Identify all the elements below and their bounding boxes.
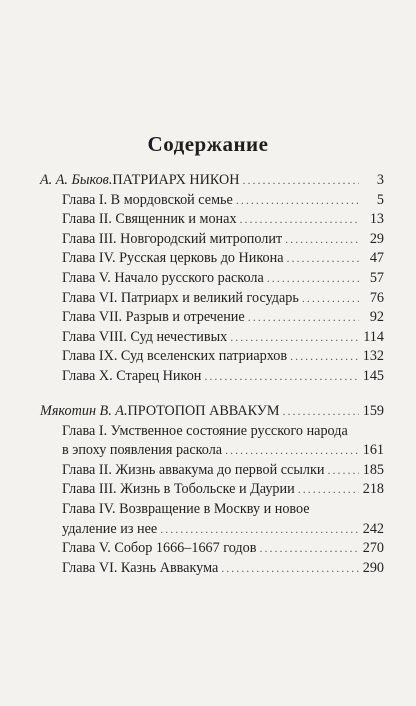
dot-leader bbox=[259, 539, 359, 559]
dot-leader bbox=[248, 308, 359, 328]
toc-entry bbox=[40, 539, 384, 559]
dot-leader bbox=[240, 210, 359, 230]
page-number: 218 bbox=[362, 481, 384, 498]
dot-leader bbox=[290, 347, 359, 367]
dot-leader bbox=[282, 402, 359, 422]
toc-entry bbox=[40, 520, 384, 540]
part-heading: ПАТРИАРХ НИКОН bbox=[112, 172, 240, 188]
chapter-label: Глава III. Новгородский митрополит bbox=[62, 230, 283, 247]
chapter-label: Глава VII. Разрыв и отречение bbox=[62, 309, 245, 326]
page-number: 92 bbox=[369, 309, 384, 326]
page-number: 185 bbox=[362, 461, 384, 478]
toc-entry bbox=[40, 461, 384, 481]
page-number: 290 bbox=[362, 559, 384, 576]
toc-part-2 bbox=[40, 402, 384, 578]
dot-leader bbox=[160, 520, 359, 540]
chapter-label: Глава III. Жизнь в Тобольске и Даурии bbox=[62, 481, 295, 498]
page-number: 5 bbox=[376, 191, 384, 208]
page-number: 76 bbox=[369, 289, 384, 306]
toc-entry bbox=[40, 347, 384, 367]
chapter-label-line: удаление из нее bbox=[62, 520, 158, 537]
toc-entry bbox=[40, 480, 384, 500]
chapter-label-line: Глава I. Умственное состояние русского народа bbox=[62, 422, 348, 439]
page-number: 159 bbox=[362, 403, 384, 419]
chapter-label: Глава V. Собор 1666–1667 годов bbox=[62, 540, 257, 557]
toc-entry bbox=[40, 269, 384, 289]
page-number: 3 bbox=[376, 172, 384, 188]
toc-entry-part-1-heading bbox=[40, 171, 384, 191]
dot-leader bbox=[225, 441, 359, 461]
toc-entry bbox=[40, 328, 384, 348]
dot-leader bbox=[327, 461, 359, 481]
page-number: 132 bbox=[362, 348, 384, 365]
page-number: 57 bbox=[369, 269, 384, 286]
author-name: Мякотин В. А. bbox=[40, 403, 128, 419]
chapter-label: Глава IX. Суд вселенских патриархов bbox=[62, 348, 288, 365]
dot-leader bbox=[204, 367, 359, 387]
toc-entry bbox=[40, 230, 384, 250]
toc-entry bbox=[40, 191, 384, 211]
page-number: 161 bbox=[362, 442, 384, 459]
toc-entry bbox=[40, 249, 384, 269]
page-number: 114 bbox=[363, 328, 384, 345]
chapter-label: Глава I. В мордовской семье bbox=[62, 191, 233, 208]
chapter-label-line: Глава IV. Возвращение в Москву и новое bbox=[62, 500, 310, 517]
dot-leader bbox=[267, 269, 359, 289]
dot-leader bbox=[242, 171, 359, 191]
dot-leader bbox=[285, 230, 359, 250]
page-number: 29 bbox=[369, 230, 384, 247]
toc-entry bbox=[40, 559, 384, 579]
dot-leader bbox=[287, 249, 359, 269]
dot-leader bbox=[236, 191, 359, 211]
chapter-label: Глава VI. Казнь Аввакума bbox=[62, 559, 219, 576]
chapter-label: Глава X. Старец Никон bbox=[62, 367, 202, 384]
dot-leader bbox=[298, 480, 359, 500]
chapter-label: Глава IV. Русская церковь до Никона bbox=[62, 250, 284, 267]
part-heading: ПРОТОПОП АВВАКУМ bbox=[127, 403, 280, 419]
page-number: 47 bbox=[369, 250, 384, 267]
toc-entry bbox=[40, 441, 384, 461]
chapter-label: Глава VI. Патриарх и великий государь bbox=[62, 289, 299, 306]
dot-leader bbox=[302, 289, 359, 309]
chapter-label: Глава II. Жизнь аввакума до первой ссылки bbox=[62, 461, 325, 478]
toc-entry bbox=[40, 289, 384, 309]
page-number: 145 bbox=[362, 367, 384, 384]
chapter-list bbox=[40, 191, 384, 387]
author-name: А. А. Быков. bbox=[40, 172, 113, 188]
toc-entry bbox=[40, 308, 384, 328]
chapter-label: Глава VIII. Суд нечестивых bbox=[62, 328, 228, 345]
dot-leader bbox=[221, 559, 359, 579]
toc-entry bbox=[40, 367, 384, 387]
page-title: Содержание bbox=[147, 132, 269, 156]
toc-entry-part-2-heading bbox=[40, 402, 384, 422]
chapter-label-line: в эпоху появления раскола bbox=[62, 442, 223, 459]
chapter-label: Глава V. Начало русского раскола bbox=[62, 269, 264, 286]
page-number: 242 bbox=[362, 520, 384, 537]
chapter-label: Глава II. Священник и монах bbox=[62, 211, 237, 228]
page-number: 270 bbox=[362, 540, 384, 557]
toc-part-1 bbox=[40, 171, 384, 387]
dot-leader bbox=[230, 328, 359, 348]
page-number: 13 bbox=[369, 211, 384, 228]
toc-entry bbox=[40, 210, 384, 230]
